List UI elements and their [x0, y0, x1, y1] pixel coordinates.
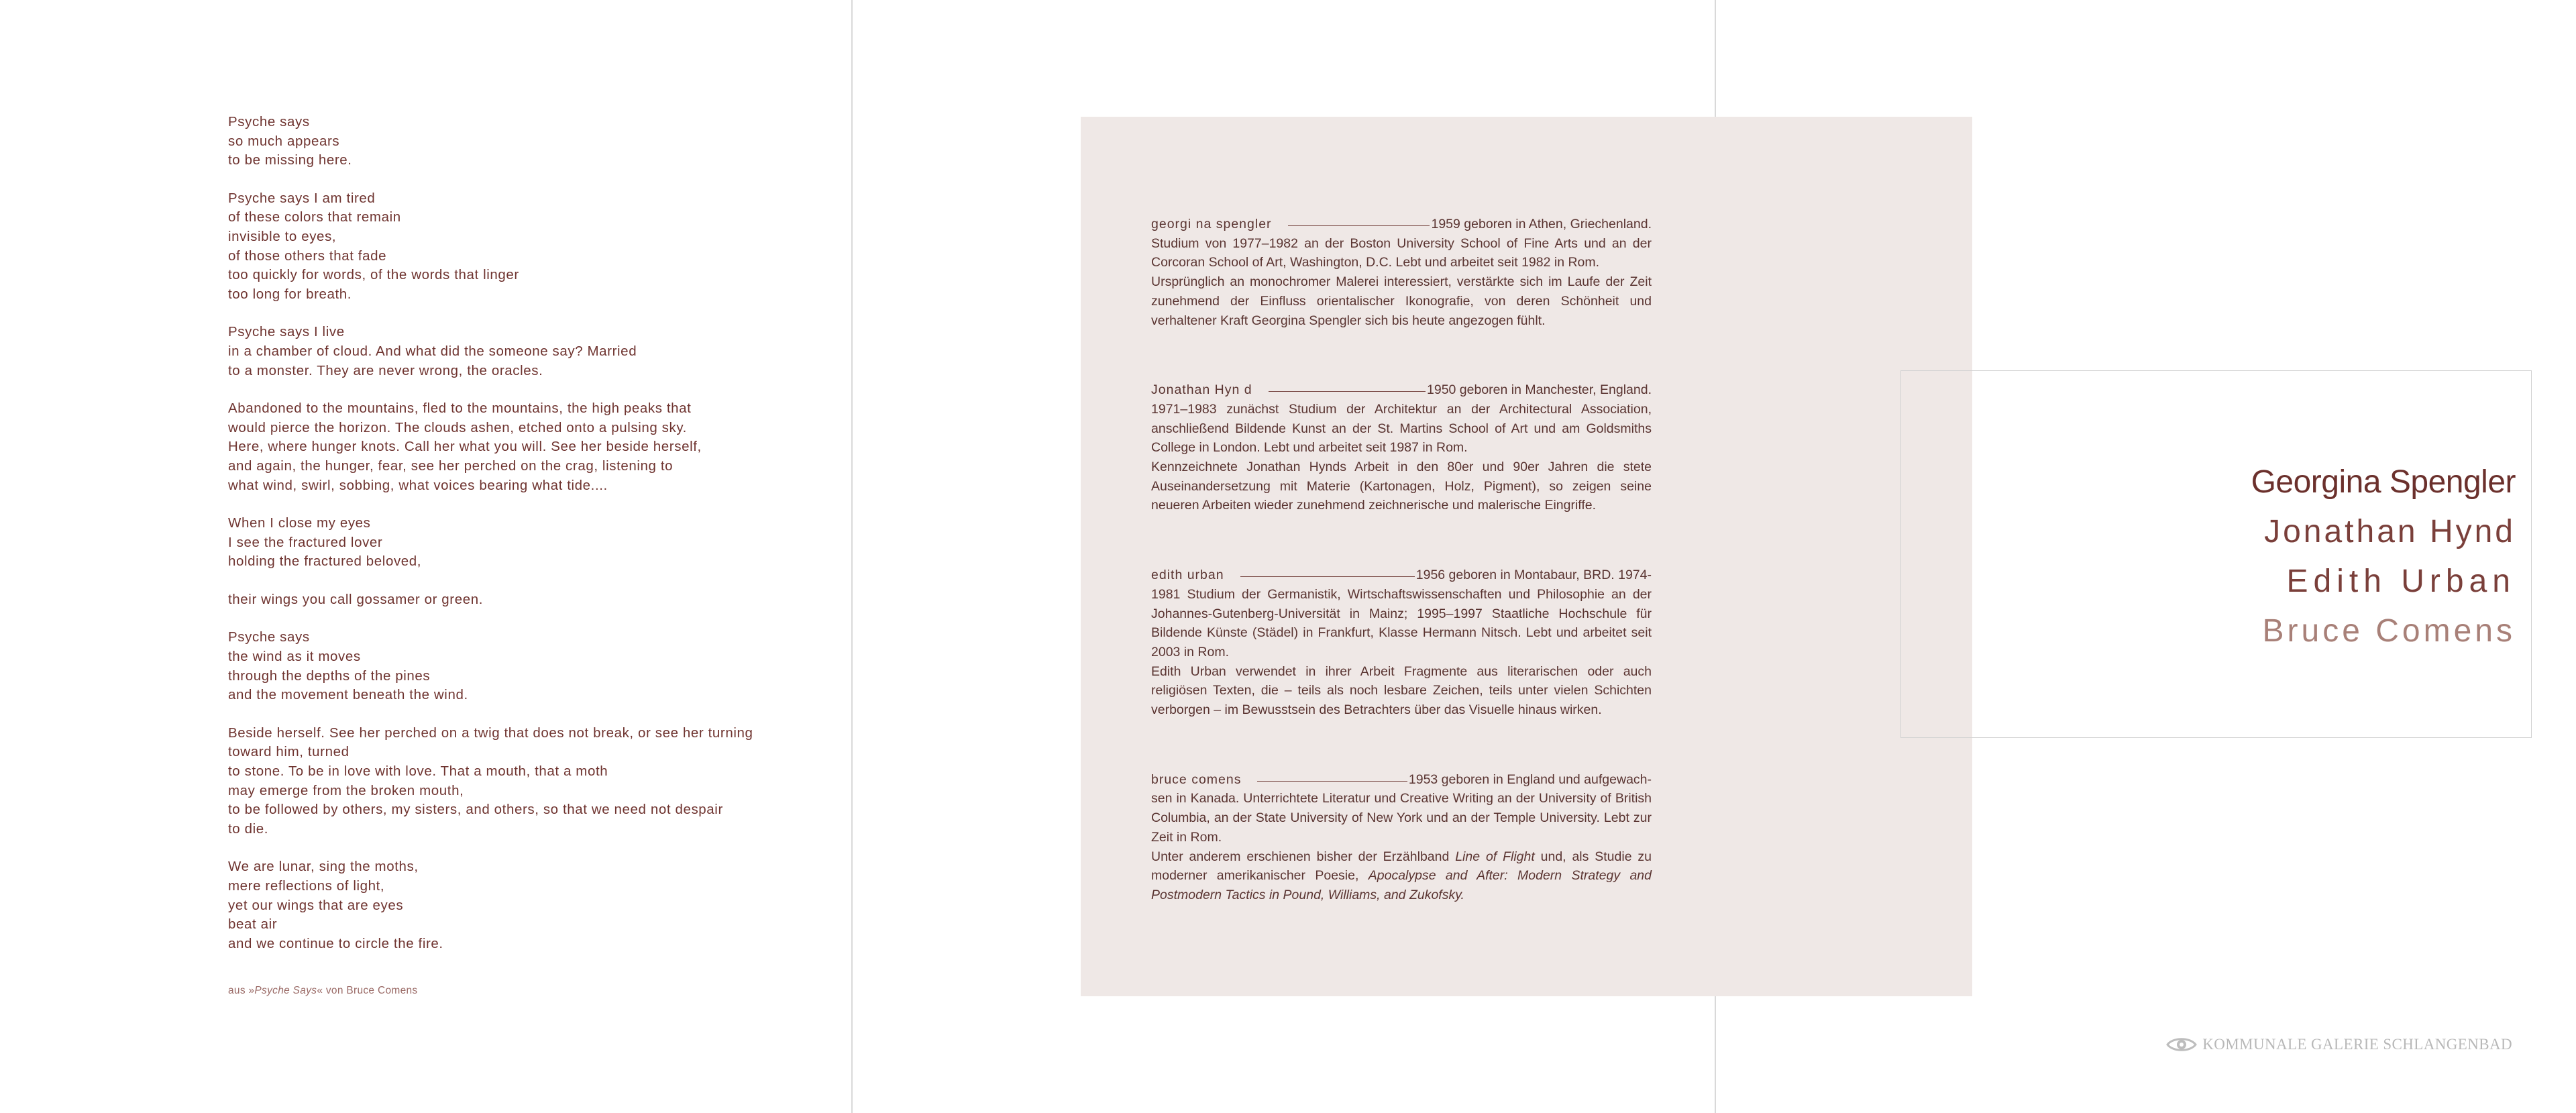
- poem-stanza: [228, 514, 805, 572]
- poem-line: and we continue to circle the fire.: [228, 935, 443, 951]
- gallery-name: KOMMUNALE GALERIE SCHLANGENBAD: [2202, 1036, 2512, 1053]
- poem-line: to a monster. They are never wrong, the oracles.: [228, 362, 543, 378]
- biographies: [1151, 215, 1652, 955]
- artist-name-urban: Edith Urban: [2286, 564, 2516, 599]
- poem-line: may emerge from the broken mouth,: [228, 782, 464, 798]
- poem-line: Here, where hunger knots. Call her what you will. See her beside herself,: [228, 439, 702, 455]
- poem-line: too quickly for words, of the words that linger: [228, 267, 519, 283]
- poem-line: what wind, swirl, sobbing, what voices bearing what tide....: [228, 477, 608, 493]
- bio-text: Studium von 1977–1982 an der Boston University School of Fine Arts und an der Corcoran School of Art, Washington, D.C. Lebt und arbeitet seit 1982 in Rom.: [1151, 235, 1652, 270]
- poem-line: toward him, turned: [228, 744, 350, 760]
- artist-name-hynd: Jonathan Hynd: [2264, 514, 2516, 549]
- poem-line: I see the fractured lover: [228, 534, 383, 550]
- poem-line: Psyche says: [228, 629, 310, 645]
- poem-line: would pierce the horizon. The clouds ashen, etched onto a pulsing sky.: [228, 419, 687, 435]
- poem-stanza: [228, 113, 805, 170]
- bio-birth: 1950 geboren in Manchester, England.: [1427, 382, 1652, 398]
- poem-line: Psyche says I live: [228, 324, 345, 340]
- bio-rule: [1240, 576, 1415, 577]
- bio-header: [1151, 215, 1652, 234]
- bio-birth: 1953 geboren in England und aufgewach-: [1408, 772, 1652, 787]
- book-title-apocalypse: Apocalypse and After: Modern Strategy and Postmodern Tactics in Pound, Williams, and Zukofsky.: [1151, 868, 1652, 902]
- poem-line: yet our wings that are eyes: [228, 897, 404, 913]
- bio-name: edith urban: [1151, 568, 1224, 583]
- bio-text-2: [1151, 847, 1652, 905]
- credit-suffix: « von Bruce Comens: [317, 985, 418, 996]
- book-title-line-of-flight: Line of Flight: [1455, 849, 1535, 864]
- poem-stanza: [228, 628, 805, 704]
- poem-stanza: [228, 189, 805, 305]
- poem-line: Psyche says I am tired: [228, 190, 376, 206]
- bio-text-2: Ursprünglich an monochromer Malerei interessiert, verstärkte sich im Laufe der Zeit zunehmend der Einfluss orientalischer Ikonografie, von deren Schönheit und verhaltener Kraft Georgina Spengler sich bis heute angezogen fühlt.: [1151, 274, 1652, 328]
- bio-comens: [1151, 770, 1652, 905]
- poem-line: holding the fractured beloved,: [228, 553, 422, 570]
- poem-line: mere reflections of light,: [228, 878, 385, 894]
- bio-header: [1151, 380, 1652, 400]
- artist-names: [2251, 458, 2516, 656]
- poem-line: and again, the hunger, fear, see her perched on the crag, listening to: [228, 458, 674, 474]
- bio-text-2-mid: und, als Studie zu moderner amerikanischer Poesie,: [1151, 849, 1652, 884]
- poem-line: to be missing here.: [228, 152, 352, 168]
- artist-name-comens: Bruce Comens: [2262, 613, 2516, 649]
- poem-line: to die.: [228, 820, 269, 837]
- poem-line: invisible to eyes,: [228, 228, 337, 244]
- poem-stanza: [228, 323, 805, 380]
- credit-prefix: aus »: [228, 985, 255, 996]
- poem-line: in a chamber of cloud. And what did the someone say? Married: [228, 343, 637, 359]
- bio-text-2: Kennzeichnete Jonathan Hynds Arbeit in den 80er und 90er Jahren die stete Auseinandersetzung mit Materie (Kartonagen, Holz, Pigment), so zeigen seine neueren Arbeiten wieder zunehmend zeichnerische und malerische Eingriffe.: [1151, 460, 1652, 513]
- poem-line: so much appears: [228, 133, 340, 149]
- bio-spengler: [1151, 215, 1652, 330]
- poem-line: the wind as it moves: [228, 649, 361, 665]
- poem-line: to be followed by others, my sisters, and others, so that we need not despair: [228, 802, 723, 818]
- bio-text-2-pre: Unter anderem erschienen bisher der Erzählband: [1151, 849, 1456, 864]
- poem-line: We are lunar, sing the moths,: [228, 859, 419, 875]
- bio-text: 1971–1983 zunächst Studium der Architektur an der Architectural Association, anschließend Bildende Kunst an der St. Martins School of Art und am Goldsmiths College in London. Lebt und arbeitet seit 1987 in Rom.: [1151, 401, 1652, 456]
- poem-line: too long for breath.: [228, 286, 352, 302]
- poem-stanza: [228, 590, 805, 610]
- bio-name: georgi na spengler: [1151, 217, 1272, 231]
- poem-stanza: [228, 724, 805, 839]
- fold-line-left: [851, 0, 853, 1113]
- poem-credit: [228, 985, 417, 997]
- poem-text: [228, 113, 805, 972]
- artist-name-spengler: Georgina Spengler: [2251, 464, 2516, 500]
- bio-header: [1151, 566, 1652, 585]
- bio-urban: [1151, 566, 1652, 720]
- bio-header: [1151, 770, 1652, 790]
- poem-line: beat air: [228, 916, 278, 933]
- poem-line: Beside herself. See her perched on a twig that does not break, or see her turning: [228, 725, 753, 741]
- poem-line: of these colors that remain: [228, 209, 401, 225]
- bio-rule: [1269, 391, 1426, 392]
- poem-line: and the movement beneath the wind.: [228, 687, 468, 703]
- bio-birth: 1959 geboren in Athen, Griechenland.: [1431, 217, 1652, 231]
- poem-line: their wings you call gossamer or green.: [228, 591, 484, 607]
- bio-text: sen in Kanada. Unterrichtete Literatur und Creative Writing an der University of British Columbia, an der State University of New York und an der Temple University. Lebt zur Zeit in Rom.: [1151, 791, 1652, 845]
- poem-line: When I close my eyes: [228, 515, 371, 531]
- poem-line: Psyche says: [228, 114, 310, 129]
- bio-text: 1981 Studium der Germanistik, Wirtschaftswissenschaften und Philosophie an der Johannes-Gutenberg-Universität in Mainz; 1995–1997 Staatliche Hochschule für Bildende Künste (Städel) in Frankfurt, Klasse Hermann Nitsch. Lebt und arbeitet seit 2003 in Rom.: [1151, 586, 1652, 659]
- bio-name: bruce comens: [1151, 772, 1242, 787]
- bio-rule: [1288, 225, 1430, 226]
- poem-stanza: [228, 399, 805, 495]
- bio-name: Jonathan Hyn d: [1151, 382, 1252, 398]
- poem-line: to stone. To be in love with love. That a mouth, that a moth: [228, 763, 608, 780]
- eye-icon: [2166, 1035, 2197, 1054]
- credit-title: Psyche Says: [254, 985, 317, 996]
- bio-birth: 1956 geboren in Montabaur, BRD. 1974-: [1415, 568, 1652, 583]
- gallery-logo: [2166, 1035, 2512, 1054]
- bio-hynd: [1151, 380, 1652, 515]
- poem-stanza: [228, 857, 805, 953]
- poem-line: Abandoned to the mountains, fled to the mountains, the high peaks that: [228, 401, 692, 417]
- poem-line: of those others that fade: [228, 248, 387, 264]
- poem-line: through the depths of the pines: [228, 668, 431, 684]
- bio-text-2: Edith Urban verwendet in ihrer Arbeit Fragmente aus literarischen oder auch religiösen Texten, die – teils als noch lesbare Zeichen, teils unter vielen Schichten verborgen – im Bewusstsein des Betrachters über das Visuelle hinaus wirken.: [1151, 664, 1652, 718]
- bio-rule: [1257, 781, 1407, 782]
